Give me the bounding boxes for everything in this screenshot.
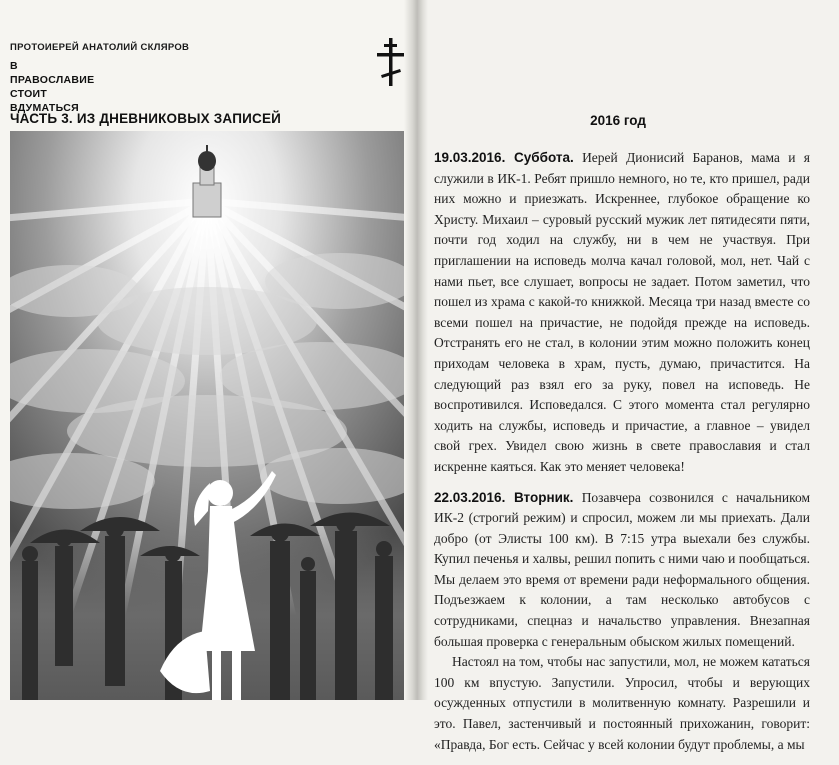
right-page	[428, 0, 839, 752]
entry-text-continued: Настоял на том, чтобы нас запустили, мол, не можем кататься 100 км впустую. Запустили. Упросил, чтобы и верующих осужденных отпустили в молитвенную комнату. Разрешили и это. Павел, застенчивый и постоянный прихожанин, говорит: «Правда, Бог есть. Сейчас у всей колонии будут проблемы, а мы	[434, 654, 810, 752]
diary-entry	[434, 488, 810, 756]
part-heading: ЧАСТЬ 3. ИЗ ДНЕВНИКОВЫХ ЗАПИСЕЙ	[10, 111, 282, 126]
book-title-line: В	[10, 60, 18, 72]
book-spine	[404, 0, 428, 700]
book-title-line: СТОИТ	[10, 88, 48, 100]
book-title	[10, 59, 94, 115]
entry-date: 19.03.2016. Суббота.	[434, 150, 574, 165]
author-name: ПРОТОИЕРЕЙ АНАТОЛИЙ СКЛЯРОВ	[10, 42, 190, 53]
book-title-line: ВДУМАТЬСЯ	[10, 102, 79, 114]
entry-date: 22.03.2016. Вторник.	[434, 489, 574, 505]
entry-text: Позавчера созвонился с начальником ИК-2 (строгий режим) и спросил, можем ли мы приехать. Дали добро (от Элисты 100 км). В 7:15 утра выехали без службы. Купил печенья и халвы, решил попить с ними чаю и пообщаться. Мы делаем это время от времени ради неформального общения. Подъезжаем к колонии, а там несколько автобусов с сотрудниками, спецназ и начальство управления. Внезапная большая проверка с генеральным обыском жилых помещений.	[434, 489, 810, 649]
entry-text: Иерей Дионисий Баранов, мама и я служили в ИК-1. Ребят пришло немного, но те, кто пришел, ради них можно и приезжать. Искреннее, глубокое обращение ко Христу. Михаил – суровый русский мужик лет пятидесяти пяти, почти год ходил на службу, ни в чем не участвуя. При приглашении на исповедь молча качал головой, мол, нет. Чай с нами пьет, все слушает, вопросы не задает. Потом заметил, что пошел из храма с какой-то книжкой. Месяца три назад вместе со всеми пошел на причастие, не подойдя прежде на исповедь. Отстранять его не стал, в колонии этим можно положить конец приходам человека в храм, пусть, думаю, причастится. На следующий раз взял его за руку, повел на исповедь. Не воспротивился. Исповедался. С этого момента стал регулярно ходить на службы, исповедь и причастие, а главное – увидел свой грех. Увидел свою жизнь в свете православия и стал искренне каяться. Как это меняет человека!	[434, 150, 810, 474]
left-page	[0, 0, 412, 700]
diary-entry	[434, 148, 810, 478]
diary-text	[434, 148, 810, 765]
year-heading: 2016 год	[590, 113, 646, 128]
book-title-line: ПРАВОСЛАВИЕ	[10, 74, 95, 86]
church-in-clouds-illustration	[10, 131, 404, 700]
